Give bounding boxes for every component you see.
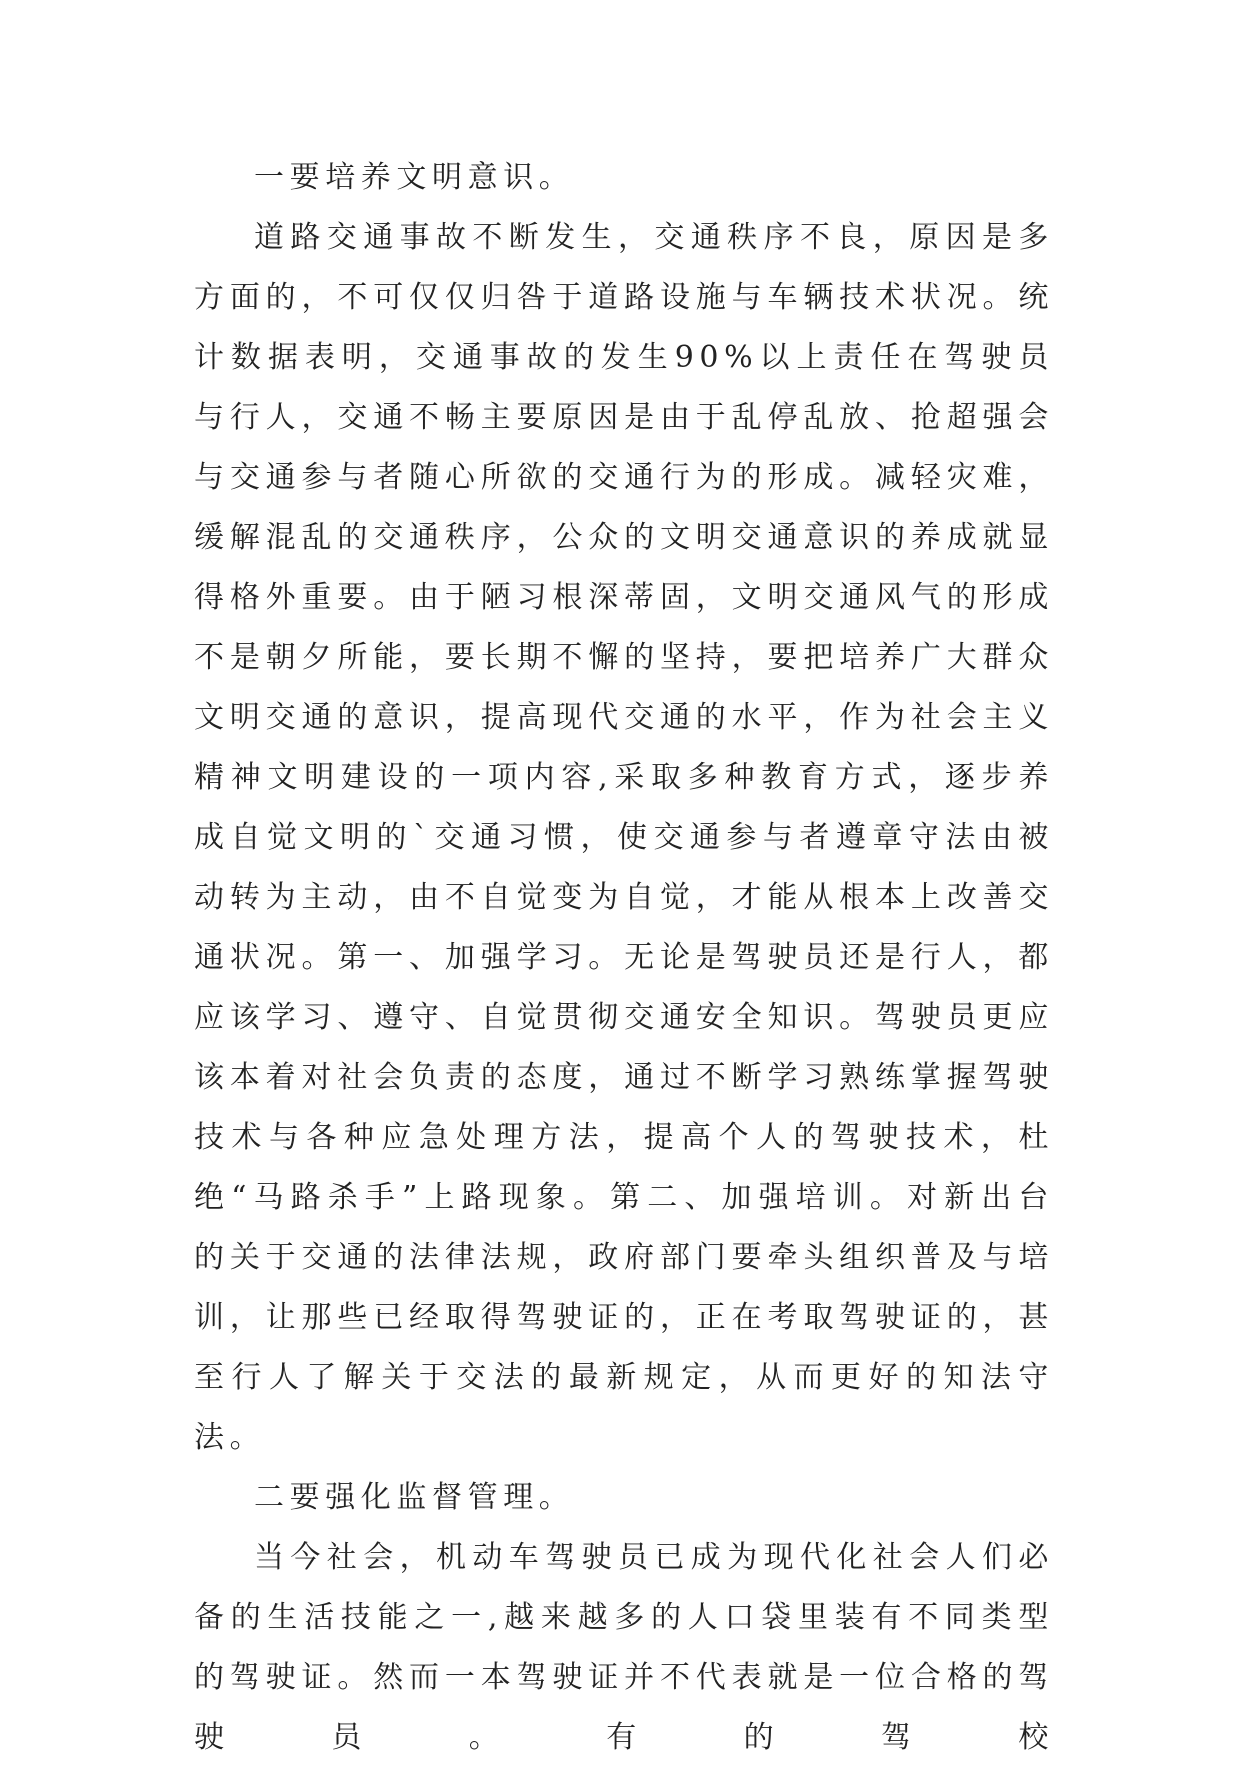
body-paragraph-2: 当今社会，机动车驾驶员已成为现代化社会人们必备的生活技能之一,越来越多的人口袋里装有不同类型的驾驶证。然而一本驾驶证并不代表就是一位合格的驾驶员。有的驾校 [194,1540,1054,1755]
body-paragraph-1: 道路交通事故不断发生，交通秩序不良，原因是多方面的，不可仅仅归咎于道路设施与车辆技术状况。统计数据表明，交通事故的发生90%以上责任在驾驶员与行人，交通不畅主要原因是由于乱停乱放、抢超强会与交通参与者随心所欲的交通行为的形成。减轻灾难，缓解混乱的交通秩序，公众的文明交通意识的养成就显得格外重要。由于陋习根深蒂固，文明交通风气的形成不是朝夕所能，要长期不懈的坚持，要把培养广大群众文明交通的意识，提高现代交通的水平，作为社会主义精神文明建设的一项内容,采取多种教育方式，逐步养成自觉文明的`交通习惯，使交通参与者遵章守法由被动转为主动，由不自觉变为自觉，才能从根本上改善交通状况。第一、加强学习。无论是驾驶员还是行人，都应该学习、遵守、自觉贯彻交通安全知识。驾驶员更应该本着对社会负责的态度，通过不断学习熟练掌握驾驶技术与各种应急处理方法，提高个人的驾驶技术，杜绝“马路杀手”上路现象。第二、加强培训。对新出台的关于交通的法律法规，政府部门要牵头组织普及与培训，让那些已经取得驾驶证的，正在考取驾驶证的，甚至行人了解关于交法的最新规定，从而更好的知法守法。 [194,220,1054,1455]
document-body [194,148,1054,1768]
section-heading-2: 二要强化监督管理。 [254,1480,575,1515]
section-heading-1: 一要培养文明意识。 [254,160,575,195]
